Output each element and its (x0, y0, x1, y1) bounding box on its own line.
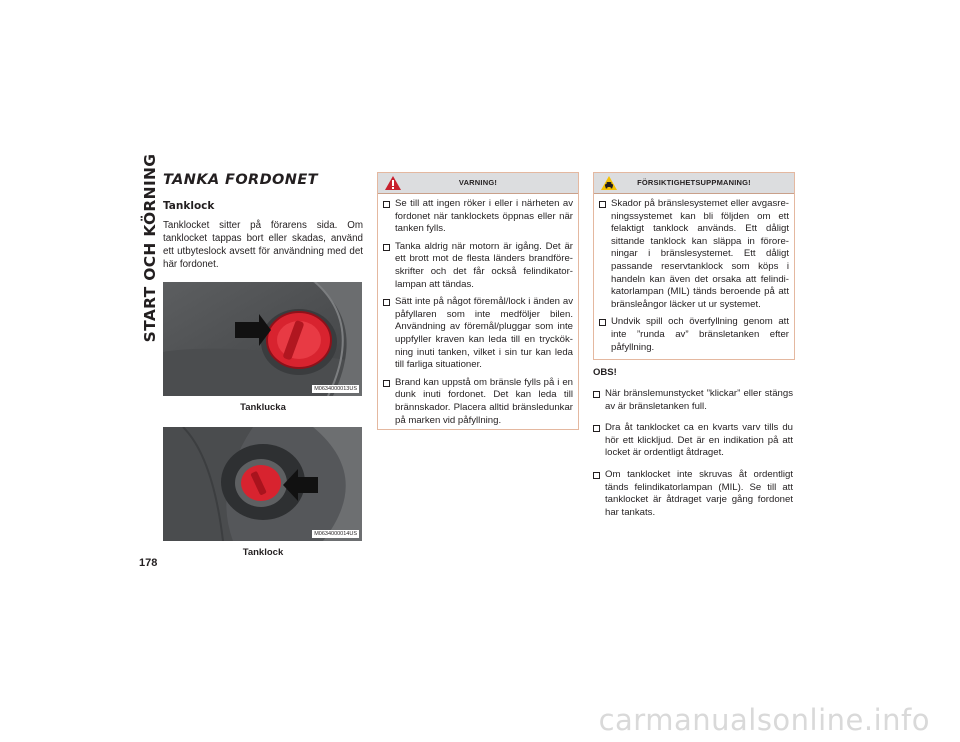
note-title: OBS! (593, 367, 617, 378)
list-item: Brand kan uppstå om bränsle fylls på i en dunk inuti fordonet. Det kan leda till brännskador. Placera alltid bränsledunkar på marken vid påfyllning. (383, 377, 573, 427)
warning-title: VARNING! (458, 178, 498, 187)
section-title: TANKA FORDONET (163, 172, 318, 188)
caution-box (593, 172, 795, 360)
watermark: carmanualsonline.info (598, 703, 930, 737)
figure-caption: Tanklock (242, 547, 284, 558)
fuel-cap-photo (163, 427, 362, 541)
fuel-door-photo (163, 282, 362, 396)
section-subtitle: Tanklock (163, 200, 215, 212)
list-item: När bränslemunstycket ”klickar” eller stängs av är bränsletanken full. (593, 388, 793, 413)
figure-code: M0634000014US (314, 531, 357, 537)
list-item: Om tanklocket inte skruvas åt ordentligt tänds felindikatorlampan (MIL). Se till att tanklocket är åtdraget varje gång fordonet har tankats. (593, 469, 793, 519)
main-column (163, 172, 363, 558)
figure-code: M0634000013US (314, 386, 357, 392)
figure-caption: Tanklucka (240, 402, 286, 413)
list-item: Se till att ingen röker i eller i närheten av fordonet när tanklockets öppnas eller när tanken fylls. (383, 198, 573, 236)
side-tab-label: START OCH KÖRNING (141, 153, 159, 343)
intro-paragraph: Tanklocket sitter på förarens sida. Om tanklocket tappas bort eller skadas, använd ett utbyteslock avsett för användning med det här fordonet. (163, 220, 363, 270)
section-side-tab (141, 153, 159, 343)
list-item: Dra åt tanklocket ca en kvarts varv tills du hör ett klickljud. Det är en indikation på att locket är ordentligt åtdraget. (593, 422, 793, 460)
caution-header (594, 173, 794, 194)
warning-list (378, 194, 578, 438)
warning-box (377, 172, 579, 430)
note-list (593, 388, 793, 519)
note-section (593, 367, 793, 528)
list-item: Sätt inte på något föremål/lock i änden av påfyllaren som inte medföljer bilen. Användning av föremål/pluggar som inte uppfyller kraven kan leda till en tryckökning inuti tanken, vilket i sin tur kan leda till farliga situationer. (383, 296, 573, 372)
caution-list (594, 194, 794, 365)
page-number: 178 (139, 557, 158, 569)
warning-header (378, 173, 578, 194)
list-item: Skador på bränslesystemet eller avgasreningssystemet kan bli följden om ett felaktigt tanklock används. Ett dåligt sittande tanklock kan släppa in föroreningar i bränslesystemet. Ett dåligt passande reservtanklock som köps i handeln kan även det orsaka att felindikatorlampan (MIL) tänds beroende på att bränsleångor läcker ut ur systemet. (599, 198, 789, 311)
caution-title: FÖRSIKTIGHETSUPPMANING! (637, 178, 751, 187)
list-item: Tanka aldrig när motorn är igång. Det är ett brott mot de flesta länders brandföreskrifter och det får också felindikatorlampan att tändas. (383, 241, 573, 291)
list-item: Undvik spill och överfyllning genom att inte ”runda av” bränsletanken efter påfyllning. (599, 316, 789, 354)
